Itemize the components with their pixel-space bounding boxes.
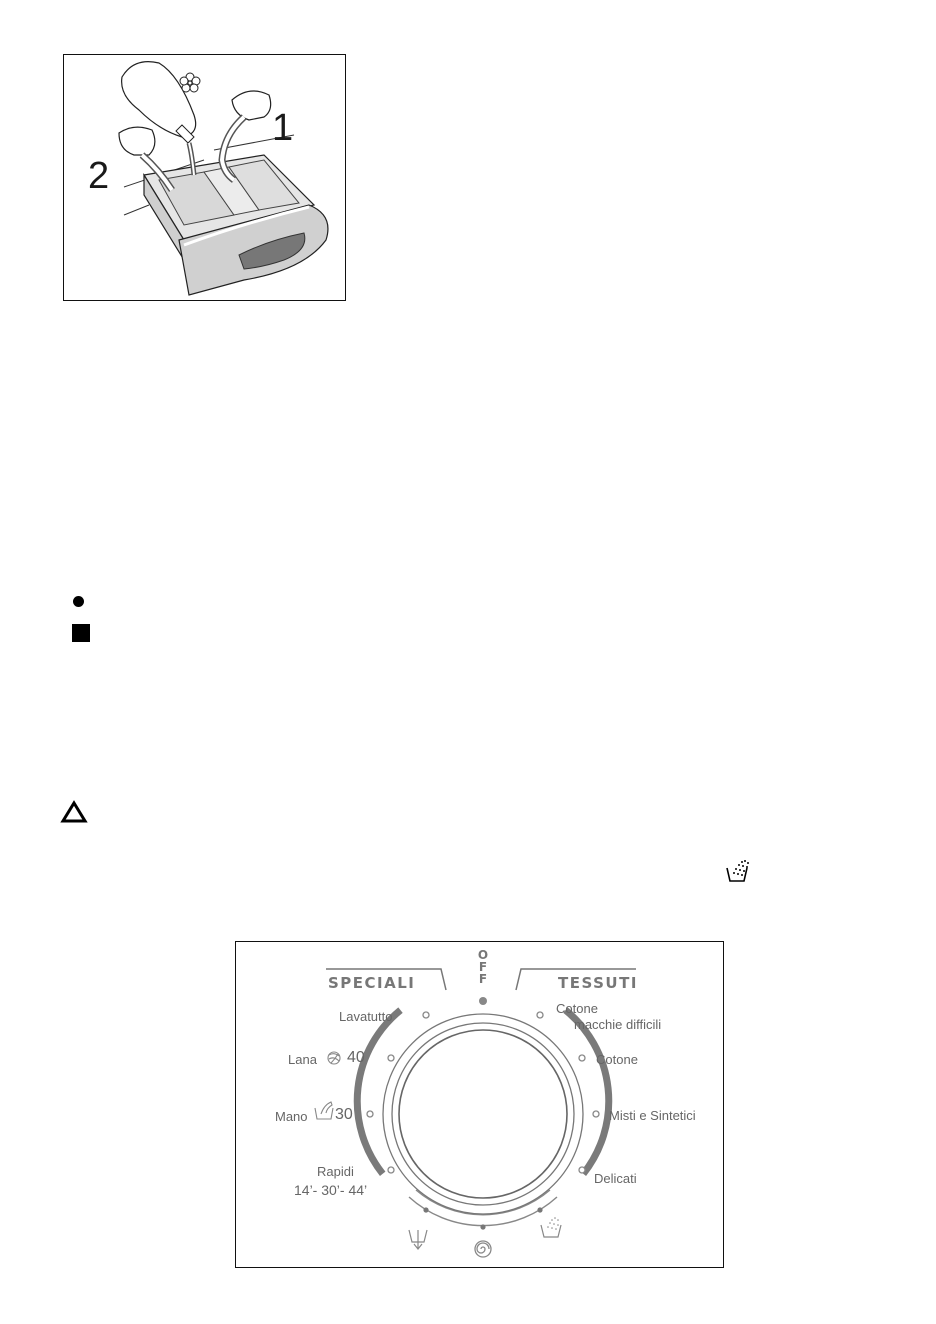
program-rapidi: Rapidi xyxy=(317,1164,354,1179)
warning-triangle-icon xyxy=(60,800,88,829)
program-mano: Mano xyxy=(275,1109,308,1124)
program-lavatutto: Lavatutto xyxy=(339,1009,393,1024)
program-dial-drawing xyxy=(236,942,725,1269)
program-lana: Lana xyxy=(288,1052,317,1067)
drain-icon xyxy=(409,1230,427,1249)
rinse-icon xyxy=(541,1217,561,1237)
wool-icon xyxy=(328,1052,340,1064)
hand-wash-icon xyxy=(315,1102,333,1119)
program-mano-temp: 30 xyxy=(335,1106,353,1123)
speciali-header: SPECIALI xyxy=(328,974,416,992)
program-dial-panel xyxy=(235,941,724,1268)
compartment-label-1: 1 xyxy=(272,107,294,149)
tessuti-header: TESSUTI xyxy=(558,974,638,992)
black-circle-bullet-icon xyxy=(73,596,84,607)
program-cotone-macchie-line1: Cotone xyxy=(556,1001,598,1016)
program-cotone: Cotone xyxy=(596,1052,638,1067)
program-delicati: Delicati xyxy=(594,1171,637,1186)
program-rapidi-times: 14’- 30’- 44’ xyxy=(294,1182,368,1198)
off-letter-f1: F xyxy=(478,960,488,974)
program-cotone-macchie-line2: macchie difficili xyxy=(574,1017,662,1032)
off-letter-f2: F xyxy=(478,972,488,986)
compartment-label-2: 2 xyxy=(88,155,110,197)
off-letter-o: O xyxy=(477,948,489,962)
program-lana-temp: 40 xyxy=(347,1049,365,1066)
spin-icon xyxy=(475,1241,491,1257)
program-misti-sintetici: Misti e Sintetici xyxy=(609,1108,696,1123)
detergent-drawer-illustration xyxy=(63,54,346,301)
black-square-bullet-icon xyxy=(72,624,90,642)
prewash-icon xyxy=(724,858,752,889)
